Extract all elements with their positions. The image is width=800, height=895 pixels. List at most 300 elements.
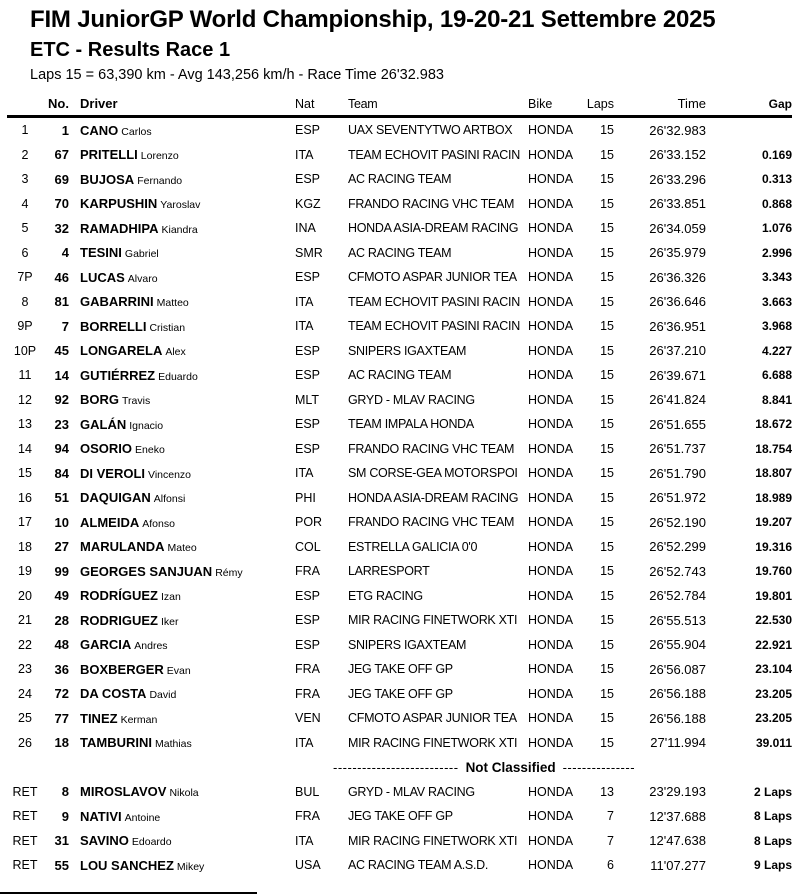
position-cell: 16 bbox=[18, 490, 32, 505]
time-cell: 26'36.646 bbox=[649, 294, 706, 310]
driver-firstname: Cristian bbox=[149, 321, 186, 334]
nationality-cell: ESP bbox=[295, 417, 321, 432]
results-table bbox=[7, 92, 792, 878]
driver-lastname: TAMBURINI bbox=[80, 735, 152, 751]
position-cell: 12 bbox=[18, 392, 32, 407]
time-cell: 26'56.087 bbox=[649, 661, 706, 677]
team-cell: FRANDO RACING VHC TEAM bbox=[348, 196, 515, 211]
team-cell: MIR RACING FINETWORK XTI bbox=[348, 613, 518, 628]
team-cell: AC RACING TEAM bbox=[348, 368, 452, 383]
driver-firstname: Mikey bbox=[176, 860, 205, 873]
time-cell: 26'55.513 bbox=[649, 612, 706, 628]
bike-number-cell: 49 bbox=[54, 588, 69, 604]
bike-cell: HONDA bbox=[528, 294, 574, 309]
bike-cell: HONDA bbox=[528, 833, 574, 848]
driver-cell bbox=[69, 368, 295, 383]
driver-firstname: Andres bbox=[134, 640, 168, 653]
bike-cell: HONDA bbox=[528, 711, 574, 726]
bike-number-cell: 23 bbox=[54, 416, 69, 432]
driver-cell bbox=[69, 490, 295, 505]
nationality-cell: ITA bbox=[295, 735, 314, 750]
nationality-cell: ITA bbox=[295, 466, 314, 481]
gap-cell: 0.169 bbox=[761, 147, 792, 162]
bike-number-cell: 55 bbox=[54, 857, 69, 873]
bike-cell: HONDA bbox=[528, 588, 574, 603]
driver-firstname: Matteo bbox=[156, 297, 189, 310]
bike-cell: HONDA bbox=[528, 368, 574, 383]
laps-cell: 15 bbox=[600, 417, 614, 432]
bike-cell: HONDA bbox=[528, 858, 574, 873]
gap-cell: 18.754 bbox=[755, 441, 792, 456]
laps-cell: 15 bbox=[600, 466, 614, 481]
laps-cell: 15 bbox=[600, 123, 614, 138]
gap-cell: 3.968 bbox=[761, 319, 792, 334]
table-header-row bbox=[7, 92, 792, 118]
driver-lastname: DI VEROLI bbox=[80, 465, 146, 481]
nationality-cell: ITA bbox=[295, 294, 314, 309]
bike-number-cell: 27 bbox=[54, 539, 69, 555]
driver-lastname: RAMADHIPA bbox=[80, 220, 159, 236]
position-cell: 6 bbox=[21, 245, 29, 260]
separator-dashes-left: -------------------------- bbox=[333, 759, 459, 775]
laps-cell: 15 bbox=[600, 392, 614, 407]
bike-number-cell: 77 bbox=[54, 710, 69, 726]
bike-cell: HONDA bbox=[528, 539, 574, 554]
gap-cell: 4.227 bbox=[761, 343, 792, 358]
laps-cell: 15 bbox=[600, 294, 614, 309]
laps-cell: 15 bbox=[600, 172, 614, 187]
gap-cell: 8 Laps bbox=[753, 833, 792, 848]
gap-cell: 19.207 bbox=[755, 515, 792, 530]
bike-number-cell: 10 bbox=[54, 514, 69, 530]
driver-firstname: Alex bbox=[165, 346, 186, 359]
driver-firstname: Travis bbox=[122, 395, 151, 408]
driver-lastname: BORRELLI bbox=[80, 318, 147, 334]
bike-cell: HONDA bbox=[528, 196, 574, 211]
laps-cell: 15 bbox=[600, 613, 614, 628]
time-cell: 26'33.152 bbox=[649, 147, 706, 163]
driver-firstname: Eneko bbox=[135, 444, 165, 457]
position-cell: 11 bbox=[18, 368, 32, 383]
driver-firstname: Edoardo bbox=[131, 836, 172, 849]
column-header-laps: Laps bbox=[586, 96, 614, 111]
driver-lastname: SAVINO bbox=[80, 833, 129, 849]
separator-dashes-right: --------------- bbox=[562, 759, 636, 775]
time-cell: 26'52.190 bbox=[649, 514, 706, 530]
laps-cell: 15 bbox=[600, 735, 614, 750]
bike-number-cell: 92 bbox=[54, 392, 69, 408]
table-row bbox=[7, 706, 792, 731]
gap-cell: 18.672 bbox=[755, 417, 792, 432]
team-cell: GRYD - MLAV RACING bbox=[348, 784, 475, 799]
team-cell: AC RACING TEAM bbox=[348, 245, 452, 260]
nationality-cell: ESP bbox=[295, 270, 321, 285]
laps-cell: 15 bbox=[600, 539, 614, 554]
bike-number-cell: 32 bbox=[54, 220, 69, 236]
laps-cell: 15 bbox=[600, 221, 614, 236]
bike-cell: HONDA bbox=[528, 221, 574, 236]
table-row bbox=[7, 780, 792, 805]
bike-cell: HONDA bbox=[528, 245, 574, 260]
bike-cell: HONDA bbox=[528, 270, 574, 285]
nationality-cell: KGZ bbox=[295, 196, 321, 211]
table-row bbox=[7, 192, 792, 217]
column-header-team: Team bbox=[348, 96, 378, 111]
table-row bbox=[7, 143, 792, 168]
team-cell: HONDA ASIA-DREAM RACING bbox=[348, 221, 519, 236]
table-row bbox=[7, 657, 792, 682]
bike-cell: HONDA bbox=[528, 735, 574, 750]
table-row bbox=[7, 486, 792, 511]
table-row bbox=[7, 412, 792, 437]
gap-cell: 8 Laps bbox=[753, 809, 792, 824]
bike-cell: HONDA bbox=[528, 515, 574, 530]
nationality-cell: ITA bbox=[295, 147, 314, 162]
team-cell: ETG RACING bbox=[348, 588, 423, 603]
time-cell: 11'07.277 bbox=[650, 857, 706, 873]
page-title: FIM JuniorGP World Championship, 19-20-21 Settembre 2025 bbox=[30, 6, 716, 33]
bike-cell: HONDA bbox=[528, 564, 574, 579]
bike-number-cell: 28 bbox=[54, 612, 69, 628]
time-cell: 26'52.299 bbox=[649, 539, 706, 555]
gap-cell: 1.076 bbox=[761, 221, 792, 236]
team-cell: AC RACING TEAM A.S.D. bbox=[348, 858, 489, 873]
table-row bbox=[7, 829, 792, 854]
driver-cell bbox=[69, 515, 295, 530]
time-cell: 26'36.326 bbox=[649, 269, 706, 285]
bike-number-cell: 69 bbox=[54, 171, 69, 187]
nationality-cell: PHI bbox=[295, 490, 316, 505]
bike-number-cell: 46 bbox=[54, 269, 69, 285]
team-cell: CFMOTO ASPAR JUNIOR TEA bbox=[348, 711, 517, 726]
nationality-cell: ESP bbox=[295, 613, 321, 628]
bike-cell: HONDA bbox=[528, 637, 574, 652]
driver-cell bbox=[69, 588, 295, 603]
driver-firstname: Eduardo bbox=[158, 370, 198, 383]
bike-number-cell: 70 bbox=[54, 196, 69, 212]
gap-cell: 8.841 bbox=[761, 392, 792, 407]
bike-cell: HONDA bbox=[528, 417, 574, 432]
position-cell: 10P bbox=[13, 343, 37, 358]
laps-cell: 7 bbox=[607, 809, 614, 824]
laps-cell: 15 bbox=[600, 490, 614, 505]
laps-cell: 15 bbox=[600, 662, 614, 677]
driver-cell bbox=[69, 784, 295, 799]
nationality-cell: SMR bbox=[295, 245, 323, 260]
bike-cell: HONDA bbox=[528, 123, 574, 138]
laps-cell: 15 bbox=[600, 343, 614, 358]
gap-cell: 18.989 bbox=[755, 490, 792, 505]
table-row bbox=[7, 241, 792, 266]
time-cell: 27'11.994 bbox=[650, 735, 706, 751]
driver-lastname: LONGARELA bbox=[80, 343, 163, 359]
table-row bbox=[7, 682, 792, 707]
time-cell: 26'32.983 bbox=[649, 122, 706, 138]
team-cell: SM CORSE-GEA MOTORSPOI bbox=[348, 466, 518, 481]
nationality-cell: ESP bbox=[295, 343, 321, 358]
driver-firstname: Iker bbox=[161, 615, 179, 628]
position-cell: 5 bbox=[21, 221, 29, 236]
nationality-cell: ESP bbox=[295, 588, 321, 603]
bike-number-cell: 94 bbox=[54, 441, 69, 457]
bike-number-cell: 48 bbox=[54, 637, 69, 653]
table-row bbox=[7, 437, 792, 462]
table-row bbox=[7, 461, 792, 486]
team-cell: TEAM IMPALA HONDA bbox=[348, 417, 474, 432]
driver-firstname: David bbox=[149, 689, 177, 702]
team-cell: JEG TAKE OFF GP bbox=[348, 686, 453, 701]
time-cell: 26'41.824 bbox=[649, 392, 706, 408]
driver-firstname: Afonso bbox=[142, 517, 175, 530]
bike-cell: HONDA bbox=[528, 613, 574, 628]
table-row bbox=[7, 216, 792, 241]
time-cell: 23'29.193 bbox=[649, 784, 706, 800]
driver-lastname: BOXBERGER bbox=[80, 661, 164, 677]
bike-cell: HONDA bbox=[528, 784, 574, 799]
position-cell: 18 bbox=[18, 539, 32, 554]
team-cell: TEAM ECHOVIT PASINI RACIN bbox=[348, 147, 520, 162]
column-header-gap: Gap bbox=[768, 96, 792, 111]
team-cell: FRANDO RACING VHC TEAM bbox=[348, 515, 515, 530]
driver-cell bbox=[69, 711, 295, 726]
laps-cell: 13 bbox=[600, 784, 614, 799]
driver-cell bbox=[69, 392, 295, 407]
driver-firstname: Vincenzo bbox=[148, 468, 192, 481]
bike-number-cell: 4 bbox=[61, 245, 69, 261]
driver-lastname: MIROSLAVOV bbox=[80, 784, 167, 800]
position-cell: 24 bbox=[18, 686, 32, 701]
time-cell: 26'56.188 bbox=[649, 710, 706, 726]
position-cell: 7P bbox=[17, 270, 33, 285]
laps-cell: 15 bbox=[600, 686, 614, 701]
time-cell: 26'51.737 bbox=[649, 441, 706, 457]
laps-cell: 15 bbox=[600, 245, 614, 260]
team-cell: SNIPERS IGAXTEAM bbox=[348, 637, 467, 652]
driver-cell bbox=[69, 172, 295, 187]
bike-cell: HONDA bbox=[528, 441, 574, 456]
driver-cell bbox=[69, 245, 295, 260]
team-cell: JEG TAKE OFF GP bbox=[348, 809, 453, 824]
driver-cell bbox=[69, 686, 295, 701]
bike-number-cell: 18 bbox=[54, 735, 69, 751]
bike-number-cell: 67 bbox=[54, 147, 69, 163]
nationality-cell: ITA bbox=[295, 833, 314, 848]
bike-number-cell: 8 bbox=[61, 784, 69, 800]
driver-lastname: DAQUIGAN bbox=[80, 490, 151, 506]
table-row bbox=[7, 167, 792, 192]
bike-cell: HONDA bbox=[528, 172, 574, 187]
driver-firstname: Mateo bbox=[167, 542, 197, 555]
gap-cell: 22.530 bbox=[755, 613, 792, 628]
driver-lastname: TINEZ bbox=[80, 710, 118, 726]
table-row bbox=[7, 510, 792, 535]
driver-firstname: Izan bbox=[161, 591, 181, 604]
nationality-cell: FRA bbox=[295, 686, 320, 701]
laps-cell: 15 bbox=[600, 441, 614, 456]
time-cell: 12'37.688 bbox=[649, 808, 706, 824]
driver-firstname: Mathias bbox=[154, 738, 192, 751]
bike-cell: HONDA bbox=[528, 466, 574, 481]
driver-lastname: NATIVI bbox=[80, 808, 122, 824]
bike-cell: HONDA bbox=[528, 686, 574, 701]
column-header-nat: Nat bbox=[295, 96, 315, 111]
position-cell: RET bbox=[12, 858, 38, 873]
table-row bbox=[7, 290, 792, 315]
column-header-no: No. bbox=[48, 96, 69, 111]
position-cell: 22 bbox=[18, 637, 32, 652]
gap-cell: 0.868 bbox=[761, 196, 792, 211]
laps-cell: 15 bbox=[600, 515, 614, 530]
driver-lastname: PRITELLI bbox=[80, 147, 138, 163]
driver-cell bbox=[69, 466, 295, 481]
driver-lastname: OSORIO bbox=[80, 441, 133, 457]
gap-cell: 9 Laps bbox=[753, 858, 792, 873]
team-cell: AC RACING TEAM bbox=[348, 172, 452, 187]
gap-cell: 2 Laps bbox=[753, 784, 792, 799]
driver-lastname: ALMEIDA bbox=[80, 514, 140, 530]
position-cell: 25 bbox=[18, 711, 32, 726]
position-cell: 23 bbox=[18, 662, 32, 677]
bike-number-cell: 36 bbox=[54, 661, 69, 677]
bike-number-cell: 31 bbox=[54, 833, 69, 849]
laps-cell: 15 bbox=[600, 368, 614, 383]
bike-cell: HONDA bbox=[528, 392, 574, 407]
nationality-cell: ESP bbox=[295, 441, 321, 456]
driver-lastname: MARULANDA bbox=[80, 539, 165, 555]
driver-cell bbox=[69, 637, 295, 652]
race-info: Laps 15 = 63,390 km - Avg 143,256 km/h - Race Time 26'32.983 bbox=[30, 67, 444, 83]
driver-lastname: GABARRINI bbox=[80, 294, 154, 310]
position-cell: 8 bbox=[21, 294, 29, 309]
position-cell: 15 bbox=[18, 466, 32, 481]
laps-cell: 15 bbox=[600, 637, 614, 652]
nationality-cell: ITA bbox=[295, 319, 314, 334]
bike-number-cell: 99 bbox=[54, 563, 69, 579]
driver-cell bbox=[69, 613, 295, 628]
laps-cell: 15 bbox=[600, 588, 614, 603]
table-row bbox=[7, 339, 792, 364]
gap-cell: 6.688 bbox=[761, 368, 792, 383]
driver-firstname: Fernando bbox=[137, 174, 183, 187]
time-cell: 26'34.059 bbox=[649, 220, 706, 236]
position-cell: 14 bbox=[18, 441, 32, 456]
driver-cell bbox=[69, 441, 295, 456]
table-row bbox=[7, 388, 792, 413]
position-cell: 4 bbox=[21, 196, 29, 211]
driver-lastname: GALÁN bbox=[80, 416, 127, 432]
driver-lastname: DA COSTA bbox=[80, 686, 147, 702]
time-cell: 26'39.671 bbox=[649, 367, 706, 383]
position-cell: 17 bbox=[18, 515, 32, 530]
nationality-cell: FRA bbox=[295, 564, 320, 579]
nationality-cell: USA bbox=[295, 858, 321, 873]
driver-cell bbox=[69, 858, 295, 873]
gap-cell: 19.760 bbox=[755, 564, 792, 579]
team-cell: SNIPERS IGAXTEAM bbox=[348, 343, 467, 358]
nationality-cell: COL bbox=[295, 539, 321, 554]
gap-cell: 19.801 bbox=[755, 588, 792, 603]
driver-cell bbox=[69, 343, 295, 358]
gap-cell: 23.104 bbox=[755, 662, 792, 677]
team-cell: FRANDO RACING VHC TEAM bbox=[348, 441, 515, 456]
bike-number-cell: 45 bbox=[54, 343, 69, 359]
team-cell: MIR RACING FINETWORK XTI bbox=[348, 833, 518, 848]
table-row bbox=[7, 363, 792, 388]
driver-firstname: Antoine bbox=[124, 811, 161, 824]
team-cell: UAX SEVENTYTWO ARTBOX bbox=[348, 123, 513, 138]
driver-cell bbox=[69, 221, 295, 236]
driver-lastname: GARCIA bbox=[80, 637, 132, 653]
column-header-bike: Bike bbox=[528, 96, 553, 111]
time-cell: 26'56.188 bbox=[649, 686, 706, 702]
nationality-cell: ESP bbox=[295, 172, 321, 187]
column-header-time: Time bbox=[677, 96, 706, 111]
table-row bbox=[7, 804, 792, 829]
nationality-cell: ESP bbox=[295, 637, 321, 652]
bike-number-cell: 9 bbox=[61, 808, 69, 824]
nationality-cell: BUL bbox=[295, 784, 320, 799]
bike-cell: HONDA bbox=[528, 809, 574, 824]
table-row bbox=[7, 633, 792, 658]
driver-lastname: CANO bbox=[80, 122, 119, 138]
bike-cell: HONDA bbox=[528, 343, 574, 358]
table-row bbox=[7, 853, 792, 878]
time-cell: 12'47.638 bbox=[649, 833, 706, 849]
gap-cell: 22.921 bbox=[755, 637, 792, 652]
position-cell: 13 bbox=[18, 417, 32, 432]
nationality-cell: MLT bbox=[295, 392, 320, 407]
position-cell: 19 bbox=[18, 564, 32, 579]
team-cell: TEAM ECHOVIT PASINI RACIN bbox=[348, 294, 520, 309]
nationality-cell: VEN bbox=[295, 711, 321, 726]
driver-cell bbox=[69, 564, 295, 579]
driver-firstname: Lorenzo bbox=[140, 150, 179, 163]
driver-cell bbox=[69, 539, 295, 554]
driver-lastname: LUCAS bbox=[80, 269, 125, 285]
driver-lastname: BUJOSA bbox=[80, 171, 135, 187]
driver-lastname: RODRIGUEZ bbox=[80, 612, 158, 628]
position-cell: 20 bbox=[18, 588, 32, 603]
time-cell: 26'52.743 bbox=[649, 563, 706, 579]
bike-cell: HONDA bbox=[528, 147, 574, 162]
bike-number-cell: 84 bbox=[54, 465, 69, 481]
position-cell: 9P bbox=[17, 319, 33, 334]
driver-lastname: BORG bbox=[80, 392, 119, 408]
classified-rows bbox=[7, 118, 792, 755]
driver-firstname: Kiandra bbox=[161, 223, 198, 236]
laps-cell: 15 bbox=[600, 711, 614, 726]
nationality-cell: ESP bbox=[295, 368, 321, 383]
position-cell: RET bbox=[12, 809, 38, 824]
position-cell: RET bbox=[12, 833, 38, 848]
gap-cell: 23.205 bbox=[755, 711, 792, 726]
team-cell: ESTRELLA GALICIA 0'0 bbox=[348, 539, 478, 554]
gap-cell: 2.996 bbox=[761, 245, 792, 260]
position-cell: 3 bbox=[21, 172, 29, 187]
table-row bbox=[7, 608, 792, 633]
time-cell: 26'35.979 bbox=[649, 245, 706, 261]
table-row bbox=[7, 118, 792, 143]
driver-cell bbox=[69, 294, 295, 309]
gap-cell: 18.807 bbox=[755, 466, 792, 481]
driver-firstname: Evan bbox=[166, 664, 191, 677]
driver-lastname: KARPUSHIN bbox=[80, 196, 158, 212]
team-cell: GRYD - MLAV RACING bbox=[348, 392, 475, 407]
gap-cell: 23.205 bbox=[755, 686, 792, 701]
position-cell: 2 bbox=[21, 147, 29, 162]
gap-cell: 19.316 bbox=[755, 539, 792, 554]
not-classified-separator bbox=[7, 755, 792, 780]
